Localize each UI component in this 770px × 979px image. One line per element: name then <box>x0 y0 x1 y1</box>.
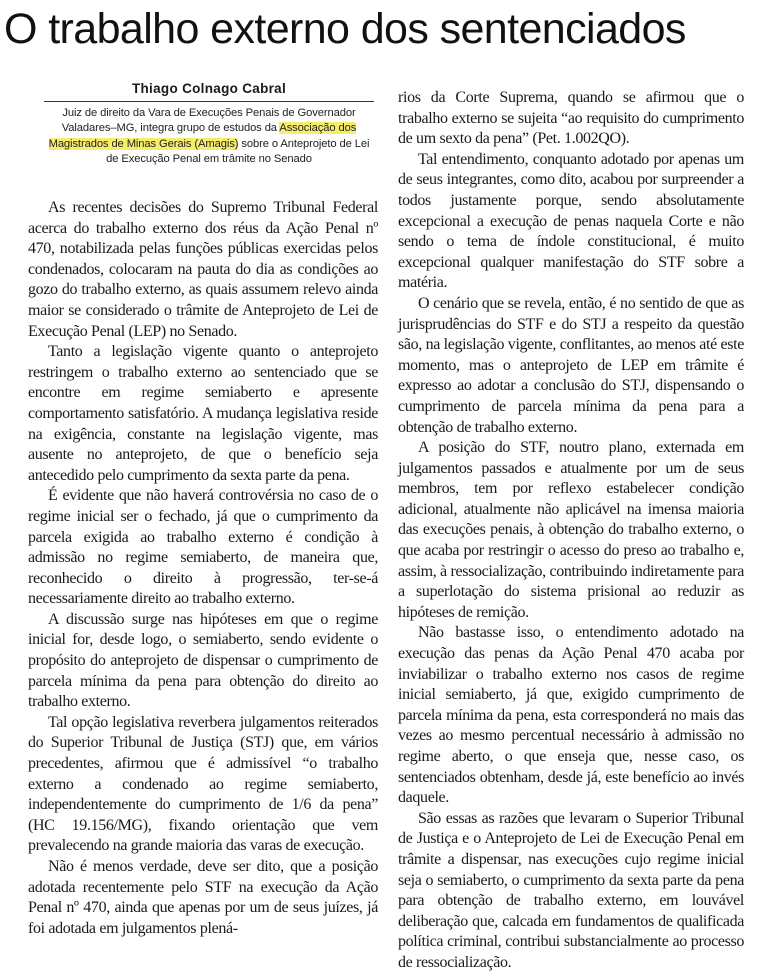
author-bio <box>44 106 374 167</box>
paragraph: As recentes decisões do Supremo Tribunal Federal acerca do trabalho externo dos réus da Ação Penal nº 470, notabilizada pelas funções públicas exercidas pelos condenados, colocaram na pauta do dia as condições ao gozo do trabalho externo, as quais assumem relevo ainda maior se considerado o trâmite de Anteprojeto de Lei de Execução Penal (LEP) no Senado. <box>28 199 378 340</box>
paragraph: A posição do STF, noutro plano, externada em julgamentos passados e atualmente por um de seus membros, tem por reflexo estabelecer condição adicional, atualmente não aplicável na imensa maioria das execuções penais, à obtenção do trabalho externo, o que acaba por restringir o acesso do preso ao trabalho e, assim, à ressocialização, contribuindo indiretamente para a superlotação do sistema prisional ao reduzir as hipóteses de remição. <box>398 439 744 621</box>
highlighted-association: Associação dos Magistrados de Minas Gerais (Amagis) <box>48 122 357 150</box>
paragraph: Tal entendimento, conquanto adotado por apenas um de seus integrantes, como dito, acabou por surpreender a todos justamente porque, sendo absolutamente excepcional a execução de penas naquela Corte e não sendo o tema de índole constitucional, é muito excepcional qualquer manifestação do STF sobre a matéria. <box>398 150 744 292</box>
author-bio-text: Juiz de direito da Vara de Execuções Penais de Governador Valadares–MG, integra grupo de estudos da <box>61 107 356 135</box>
author-name: Thiago Colnago Cabral <box>131 81 287 96</box>
article-headline: O trabalho externo dos sentenciados <box>4 5 686 53</box>
paragraph-continuation: rios da Corte Suprema, quando se afirmou que o trabalho externo se sujeita “ao requisito do cumprimento de um sexto da pena” (Pet. 1.002QO). <box>398 89 744 148</box>
paragraph: O cenário que se revela, então, é no sentido de que as jurisprudências do STF e do STJ a respeito da questão são, na legislação vigente, conflitantes, ao menos até este momento, mas o anteprojeto de LEP em trâmite é expresso ao adotar a conclusão do STJ, dispensando o cumprimento de parcela mínima da pena para a obtenção de trabalho externo. <box>398 294 744 436</box>
paragraph: A discussão surge nas hipóteses em que o regime inicial for, desde logo, o semiaberto, sendo evidente o propósito do anteprojeto de dispensar o cumprimento de parcela mínima da pena para obtenção do direito ao trabalho externo. <box>28 610 378 711</box>
paragraph: Tanto a legislação vigente quanto o anteprojeto restringem o trabalho externo ao sentenciado que se encontre em regime semiaberto e apresente comportamento satisfatório. A mudança legislativa reside na exigência, constante na legislação vigente, mas ausente no anteprojeto, de que o benefício seja antecedido pelo cumprimento da sexta parte da pena. <box>28 343 378 484</box>
paragraph: É evidente que não haverá controvérsia no caso de o regime inicial ser o fechado, já que o cumprimento da parcela exigida ao trabalho externo é condição à admissão no regime semiaberto, de maneira que, reconhecido o direito à progressão, ter-se-á necessariamente direito ao trabalho externo. <box>28 487 378 608</box>
paragraph: Tal opção legislativa reverbera julgamentos reiterados do Superior Tribunal de Justiça (STJ) que, em vários precedentes, afirmou que é admissível “o trabalho externo a condenado ao regime semiaberto, independentemente do cumprimento de 1/6 da pena” (HC 19.156/MG), fixando orientação que vem prevalecendo na grande maioria das varas de execução. <box>28 713 378 855</box>
paragraph: Não bastasse isso, o entendimento adotado na execução das penas da Ação Penal 470 acaba por inviabilizar o trabalho externo nos casos de regime inicial semiaberto, já que, exigido cumprimento de parcela mínima da pena, esta corresponderá no mais das vezes ao mesmo percentual necessário à admissão no regime aberto, o que enseja que, nesse caso, os sentenciados obtenham, desde já, este benefício ao invés daquele. <box>398 624 744 807</box>
paragraph: São essas as razões que levaram o Superior Tribunal de Justiça e o Anteprojeto de Lei de Execução Penal em trâmite a dispensar, nas execuções cujo regime inicial seja o semiaberto, o cumprimento da sexta parte da pena para obtenção de trabalho externo, em louvável deliberação que, calcada em fundamentos de qualificada política criminal, contribui substancialmente ao processo de ressocialização. <box>398 809 744 971</box>
byline-divider <box>44 101 374 102</box>
author-bio-text-end: sobre o Anteprojeto de Lei de Execução Penal em trâmite no Senado <box>106 137 370 165</box>
article-column-1 <box>28 198 378 939</box>
paragraph: Não é menos verdade, deve ser dito, que a posição adotada recentemente pelo STF na execução da Ação Penal nº 470, ainda que apenas por um de seus juízes, já foi adotada em julgamentos plená- <box>28 858 378 937</box>
byline <box>44 80 374 167</box>
article-column-2 <box>398 88 744 974</box>
